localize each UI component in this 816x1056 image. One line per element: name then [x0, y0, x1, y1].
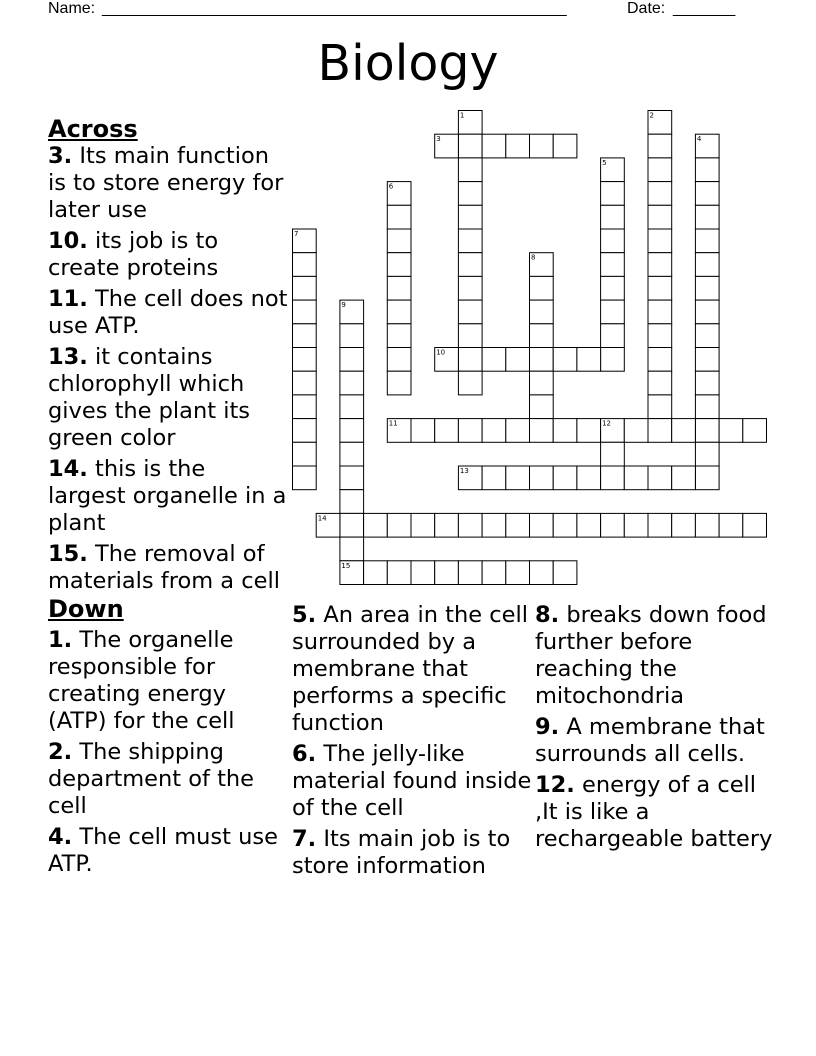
grid-cell[interactable]: [601, 466, 625, 490]
clue-down-9: [535, 714, 775, 768]
grid-cell[interactable]: [695, 442, 719, 466]
grid-cell[interactable]: [387, 182, 411, 206]
grid-cell[interactable]: [695, 371, 719, 395]
clue-down-7: [292, 826, 532, 880]
clue-number: 12.: [535, 772, 575, 798]
date-label: Date:: [627, 0, 666, 17]
grid-cell[interactable]: [530, 466, 554, 490]
grid-cell[interactable]: [293, 395, 317, 419]
grid-cell[interactable]: [601, 205, 625, 229]
grid-cell[interactable]: [293, 229, 317, 253]
grid-cell[interactable]: [553, 348, 577, 372]
across-heading: Across: [48, 115, 138, 143]
grid-cell[interactable]: [695, 324, 719, 348]
name-label: Name:: [48, 0, 96, 17]
clue-number: 8.: [535, 602, 560, 628]
clue-text: its job is to create proteins: [48, 228, 219, 281]
grid-cell[interactable]: [458, 158, 482, 182]
grid-cell[interactable]: [340, 300, 364, 324]
clue-text: The shipping department of the cell: [48, 739, 255, 819]
clue-text: breaks down food further before reaching the mitochondria: [535, 602, 767, 709]
grid-cell[interactable]: [648, 300, 672, 324]
grid-cell[interactable]: [482, 466, 506, 490]
grid-cell[interactable]: [577, 419, 601, 443]
grid-cell[interactable]: [506, 513, 530, 537]
clue-number: 3.: [48, 143, 73, 169]
grid-cell[interactable]: [624, 513, 648, 537]
grid-cell[interactable]: [293, 253, 317, 277]
grid-cell[interactable]: [695, 466, 719, 490]
grid-cell[interactable]: [530, 513, 554, 537]
grid-cell[interactable]: [293, 419, 317, 443]
grid-cell[interactable]: [458, 134, 482, 158]
grid-cell[interactable]: [648, 158, 672, 182]
grid-cell[interactable]: [648, 134, 672, 158]
clue-down-4: [48, 824, 288, 878]
grid-cell[interactable]: [695, 348, 719, 372]
grid-cell-number: 14: [317, 514, 327, 523]
grid-cell[interactable]: [387, 229, 411, 253]
grid-cell[interactable]: [601, 229, 625, 253]
clue-down-12: [535, 772, 775, 853]
grid-cell[interactable]: [340, 466, 364, 490]
grid-cell[interactable]: [482, 134, 506, 158]
grid-cell[interactable]: [530, 300, 554, 324]
clue-down-6: [292, 741, 532, 822]
grid-cell-number: 2: [649, 111, 654, 120]
clue-number: 11.: [48, 286, 88, 312]
clue-number: 6.: [292, 741, 317, 767]
grid-cell[interactable]: [601, 324, 625, 348]
clue-number: 9.: [535, 714, 560, 740]
grid-cell[interactable]: [458, 111, 482, 135]
grid-cell[interactable]: [530, 253, 554, 277]
clue-across-14: [48, 456, 288, 537]
grid-cell[interactable]: [695, 205, 719, 229]
grid-cell[interactable]: [530, 324, 554, 348]
grid-cell[interactable]: [458, 229, 482, 253]
grid-cell[interactable]: [340, 561, 364, 585]
grid-cell-number: 11: [388, 419, 398, 428]
grid-cell[interactable]: [340, 348, 364, 372]
grid-cell[interactable]: [458, 205, 482, 229]
grid-cell[interactable]: [411, 561, 435, 585]
grid-cell[interactable]: [601, 348, 625, 372]
grid-cell[interactable]: [458, 466, 482, 490]
grid-cell-number: 9: [341, 301, 346, 310]
grid-cell[interactable]: [695, 158, 719, 182]
grid-cell-number: 13: [459, 467, 469, 475]
grid-cell[interactable]: [340, 324, 364, 348]
grid-cell[interactable]: [719, 513, 743, 537]
grid-cell[interactable]: [695, 395, 719, 419]
grid-cell[interactable]: [387, 348, 411, 372]
clue-number: 15.: [48, 541, 88, 567]
grid-cell[interactable]: [695, 300, 719, 324]
clue-number: 14.: [48, 456, 88, 482]
clue-text: The jelly-like material found inside of the cell: [292, 741, 532, 821]
grid-cell[interactable]: [648, 229, 672, 253]
grid-cell[interactable]: [482, 348, 506, 372]
grid-cell[interactable]: [601, 182, 625, 206]
grid-cell[interactable]: [577, 466, 601, 490]
grid-cell[interactable]: [530, 276, 554, 300]
grid-cell[interactable]: [530, 348, 554, 372]
clue-across-3: [48, 143, 288, 224]
clue-number: 5.: [292, 602, 317, 628]
grid-cell-number: 3: [436, 135, 441, 144]
clue-text: An area in the cell surrounded by a membrane that performs a specific function: [292, 602, 528, 736]
grid-cell[interactable]: [458, 324, 482, 348]
grid-cell[interactable]: [364, 561, 388, 585]
grid-cell[interactable]: [672, 419, 696, 443]
grid-cell[interactable]: [624, 419, 648, 443]
grid-cell-number: 8: [531, 253, 536, 262]
grid-cell[interactable]: [695, 419, 719, 443]
grid-cell[interactable]: [340, 419, 364, 443]
grid-cell[interactable]: [601, 253, 625, 277]
grid-cell[interactable]: [530, 561, 554, 585]
grid-cell[interactable]: [506, 348, 530, 372]
grid-cell[interactable]: [293, 300, 317, 324]
grid-cell[interactable]: [553, 513, 577, 537]
grid-cell[interactable]: [648, 513, 672, 537]
grid-cell-number: 15: [341, 561, 351, 570]
grid-cell[interactable]: [340, 442, 364, 466]
grid-cell[interactable]: [648, 205, 672, 229]
grid-cell[interactable]: [340, 371, 364, 395]
clue-text: Its main job is to store information: [292, 826, 511, 879]
grid-cell[interactable]: [530, 419, 554, 443]
clue-across-15: [48, 541, 288, 595]
grid-cell[interactable]: [482, 561, 506, 585]
grid-cell[interactable]: [601, 419, 625, 443]
clue-text: A membrane that surrounds all cells.: [535, 714, 765, 767]
grid-cell[interactable]: [719, 419, 743, 443]
grid-cell[interactable]: [293, 324, 317, 348]
clue-text: this is the largest organelle in a plant: [48, 456, 287, 536]
grid-cell[interactable]: [458, 513, 482, 537]
grid-cell[interactable]: [648, 419, 672, 443]
grid-cell[interactable]: [601, 442, 625, 466]
grid-cell[interactable]: [411, 513, 435, 537]
grid-cell[interactable]: [387, 561, 411, 585]
clue-text: energy of a cell ,It is like a rechargeable battery: [535, 772, 773, 852]
grid-cell-number: 5: [602, 158, 607, 167]
grid-cell[interactable]: [340, 513, 364, 537]
clue-number: 2.: [48, 739, 73, 765]
grid-cell[interactable]: [506, 561, 530, 585]
clues-column-middle: [292, 602, 532, 884]
clue-down-2: [48, 739, 288, 820]
clue-down-8: [535, 602, 775, 710]
grid-cell[interactable]: [482, 513, 506, 537]
grid-cell[interactable]: [648, 348, 672, 372]
grid-cell[interactable]: [601, 513, 625, 537]
grid-cell[interactable]: [695, 182, 719, 206]
clue-down-5: [292, 602, 532, 737]
grid-cell[interactable]: [648, 276, 672, 300]
grid-cell[interactable]: [648, 111, 672, 135]
grid-cell-number: 6: [388, 182, 394, 191]
grid-cell[interactable]: [458, 419, 482, 443]
grid-cell[interactable]: [293, 466, 317, 490]
down-heading: Down: [48, 595, 124, 623]
grid-cell[interactable]: [577, 513, 601, 537]
grid-cell[interactable]: [293, 276, 317, 300]
date-line[interactable]: _______: [673, 0, 736, 17]
grid-cell[interactable]: [530, 395, 554, 419]
clues-column-left: [48, 115, 288, 882]
grid-cell[interactable]: [340, 490, 364, 514]
grid-cell[interactable]: [672, 513, 696, 537]
grid-cell[interactable]: [458, 300, 482, 324]
grid-cell[interactable]: [624, 466, 648, 490]
grid-cell[interactable]: [482, 419, 506, 443]
clue-number: 10.: [48, 228, 88, 254]
grid-cell-number: 7: [294, 230, 299, 238]
grid-cell[interactable]: [695, 134, 719, 158]
grid-cell[interactable]: [695, 513, 719, 537]
grid-cell[interactable]: [387, 371, 411, 395]
grid-cell[interactable]: [458, 182, 482, 206]
grid-cell[interactable]: [458, 561, 482, 585]
grid-cell[interactable]: [387, 205, 411, 229]
clue-down-1: [48, 627, 288, 735]
grid-cell[interactable]: [458, 348, 482, 372]
grid-cell[interactable]: [293, 442, 317, 466]
clue-text: it contains chlorophyll which gives the plant its green color: [48, 344, 250, 451]
grid-cell[interactable]: [530, 134, 554, 158]
grid-cell[interactable]: [340, 395, 364, 419]
grid-cell[interactable]: [387, 253, 411, 277]
grid-cell[interactable]: [316, 513, 340, 537]
grid-cell[interactable]: [743, 419, 767, 443]
grid-cell[interactable]: [648, 466, 672, 490]
grid-cell-number: 12: [602, 419, 612, 428]
grid-cell[interactable]: [672, 466, 696, 490]
grid-cell[interactable]: [553, 561, 577, 585]
grid-cell[interactable]: [364, 513, 388, 537]
grid-cell[interactable]: [695, 229, 719, 253]
grid-cell[interactable]: [293, 348, 317, 372]
clue-text: The removal of materials from a cell: [48, 541, 280, 594]
grid-cell[interactable]: [695, 253, 719, 277]
grid-cell[interactable]: [458, 371, 482, 395]
grid-cell[interactable]: [577, 348, 601, 372]
grid-cell[interactable]: [695, 276, 719, 300]
grid-cell[interactable]: [506, 134, 530, 158]
grid-cell[interactable]: [435, 134, 459, 158]
grid-cell[interactable]: [411, 419, 435, 443]
name-line[interactable]: ______________________________________________________: [102, 0, 567, 17]
grid-cell[interactable]: [435, 419, 459, 443]
grid-cell[interactable]: [435, 348, 459, 372]
grid-cell[interactable]: [743, 513, 767, 537]
grid-cell[interactable]: [648, 182, 672, 206]
grid-cell[interactable]: [387, 324, 411, 348]
grid-cell[interactable]: [387, 419, 411, 443]
clue-text: Its main function is to store energy for later use: [48, 143, 284, 223]
clue-text: The organelle responsible for creating energy (ATP) for the cell: [48, 627, 235, 734]
grid-cell[interactable]: [293, 371, 317, 395]
clue-text: The cell does not use ATP.: [48, 286, 288, 339]
grid-cell[interactable]: [648, 371, 672, 395]
grid-cell[interactable]: [458, 276, 482, 300]
grid-cell[interactable]: [387, 300, 411, 324]
clue-across-10: [48, 228, 288, 282]
clue-number: 7.: [292, 826, 317, 852]
grid-cell[interactable]: [435, 561, 459, 585]
clue-text: The cell must use ATP.: [48, 824, 278, 877]
grid-cell[interactable]: [387, 513, 411, 537]
clue-across-11: [48, 286, 288, 340]
grid-cell[interactable]: [530, 371, 554, 395]
grid-cell[interactable]: [340, 537, 364, 561]
grid-cell[interactable]: [506, 419, 530, 443]
clue-across-13: [48, 344, 288, 452]
grid-cell[interactable]: [648, 395, 672, 419]
grid-cell[interactable]: [601, 276, 625, 300]
clue-number: 13.: [48, 344, 88, 370]
grid-cell[interactable]: [506, 466, 530, 490]
grid-cell[interactable]: [435, 513, 459, 537]
grid-cell[interactable]: [553, 134, 577, 158]
grid-cell[interactable]: [648, 324, 672, 348]
grid-cell-number: 10: [436, 348, 446, 357]
grid-cell-number: 1: [459, 111, 465, 120]
clue-number: 1.: [48, 627, 73, 653]
puzzle-title: Biology: [317, 35, 499, 92]
grid-cell-number: 4: [696, 135, 702, 144]
grid-cell[interactable]: [601, 300, 625, 324]
clues-column-right: [535, 602, 775, 857]
grid-cell[interactable]: [387, 276, 411, 300]
clue-number: 4.: [48, 824, 73, 850]
grid-cell[interactable]: [553, 419, 577, 443]
grid-cell[interactable]: [553, 466, 577, 490]
grid-cell[interactable]: [601, 158, 625, 182]
grid-cell[interactable]: [458, 253, 482, 277]
grid-cell[interactable]: [648, 253, 672, 277]
